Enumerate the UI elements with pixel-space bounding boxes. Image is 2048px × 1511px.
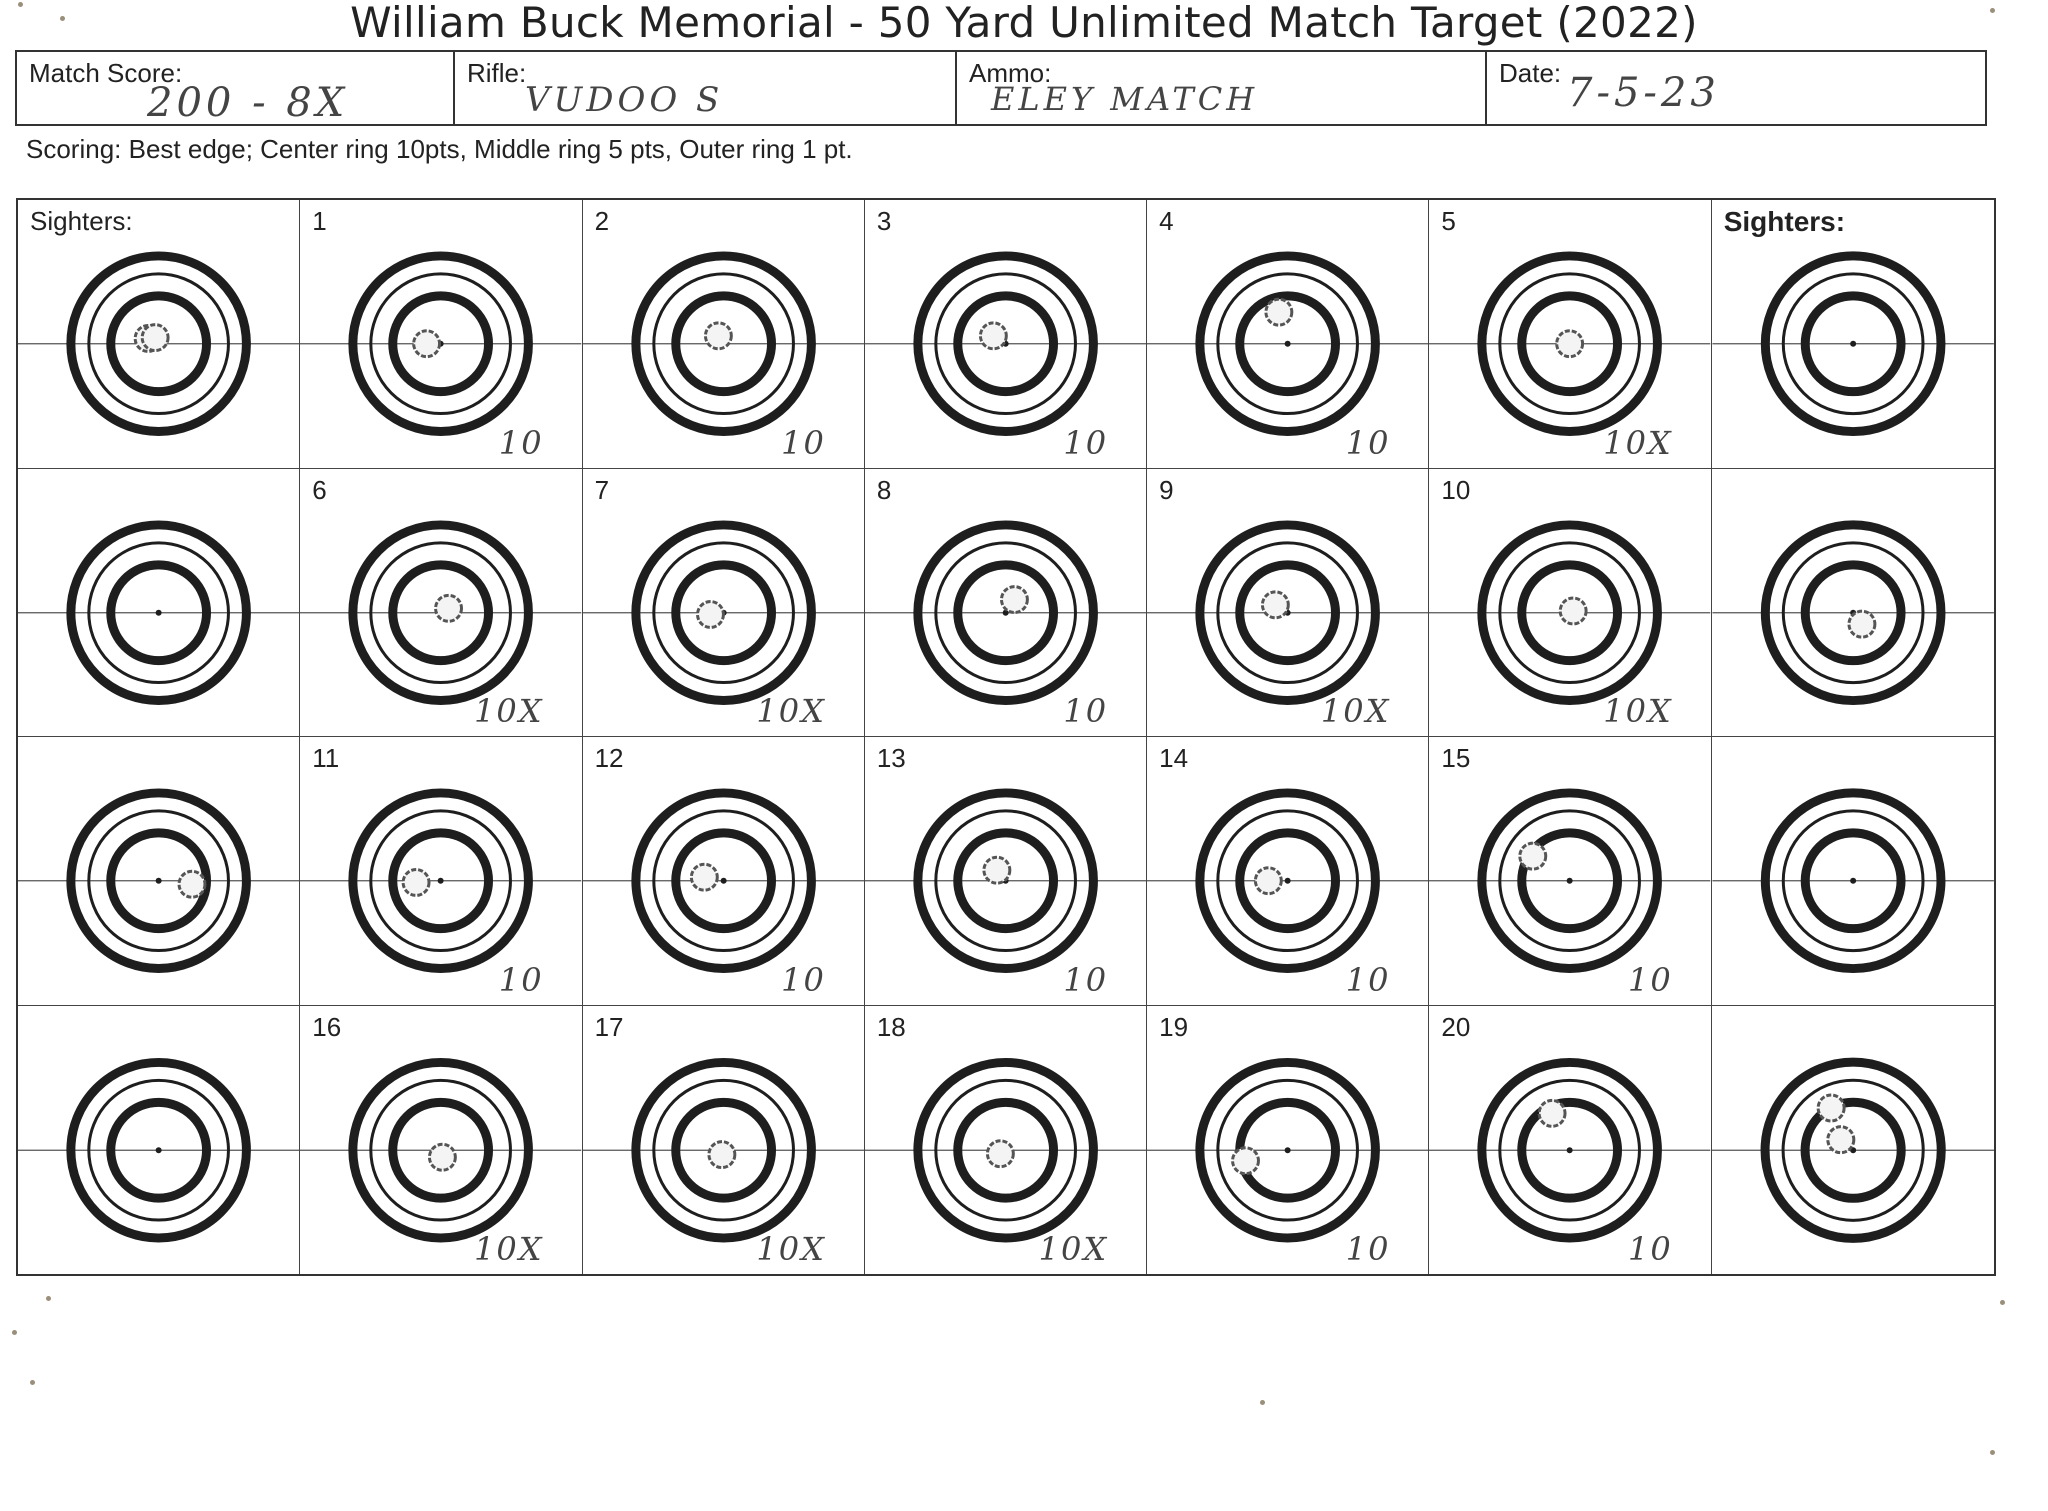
center-dot — [720, 878, 726, 884]
bullet-hole — [1818, 1094, 1844, 1120]
target-cell — [1147, 469, 1429, 738]
target-cell — [583, 200, 865, 469]
paper-speck — [30, 1380, 35, 1385]
paper-speck — [18, 2, 23, 7]
bullet-hole — [987, 1140, 1013, 1166]
bullet-hole — [980, 323, 1006, 349]
bullet-hole — [1001, 586, 1027, 612]
target-cell — [583, 1006, 865, 1275]
target-cell — [1712, 1006, 1994, 1275]
handwritten-score: 10 — [498, 423, 544, 462]
target-number: 16 — [312, 1011, 342, 1042]
center-dot — [1567, 1147, 1573, 1153]
target-cell — [1429, 737, 1711, 1006]
handwritten-score: 10 — [781, 960, 826, 999]
target-number: 17 — [594, 1011, 624, 1042]
target-cell — [1712, 737, 1994, 1006]
match-score-field[interactable] — [17, 52, 455, 124]
bullet-hole — [1233, 1147, 1259, 1173]
handwritten-score: 10X — [756, 692, 826, 730]
target-cell — [865, 737, 1147, 1006]
bullet-hole — [414, 331, 440, 357]
bullet-hole — [697, 601, 723, 627]
handwritten-score: 10X — [1603, 423, 1673, 462]
handwritten-score: 10X — [474, 692, 544, 730]
center-dot — [156, 1147, 162, 1153]
bullet-hole — [1266, 299, 1292, 325]
match-info-header — [15, 50, 1987, 126]
target-cell — [300, 200, 582, 469]
rifle-label: Rifle: — [467, 58, 527, 88]
target-number: 19 — [1159, 1011, 1189, 1042]
handwritten-score: 10 — [1063, 692, 1109, 730]
center-dot — [1285, 1147, 1291, 1153]
match-score-label: Match Score: — [29, 58, 183, 88]
handwritten-score: 10 — [1627, 960, 1673, 999]
paper-speck — [1990, 1450, 1995, 1455]
target-cell — [300, 469, 582, 738]
handwritten-score: 10X — [1603, 692, 1673, 730]
page-title: William Buck Memorial - 50 Yard Unlimited Match Target (2022) — [350, 0, 1698, 47]
target-number: 20 — [1441, 1011, 1471, 1042]
rifle-value: VUDOO S — [525, 80, 724, 120]
target-grid — [16, 198, 1996, 1276]
target-number: 6 — [312, 474, 327, 505]
target-number: 18 — [876, 1011, 906, 1042]
target-cell — [18, 200, 300, 469]
handwritten-score: 10X — [756, 1230, 826, 1268]
handwritten-score: 10 — [498, 960, 544, 999]
target-number: 11 — [312, 743, 340, 773]
target-cell — [18, 469, 300, 738]
target-number: 15 — [1441, 743, 1471, 773]
paper-speck — [46, 1296, 51, 1301]
target-number: Sighters: — [1723, 206, 1846, 237]
handwritten-score: 10 — [1063, 423, 1109, 462]
bullet-hole — [142, 325, 168, 351]
handwritten-score: 10 — [1063, 960, 1109, 999]
handwritten-score: 10 — [781, 423, 826, 462]
bullet-hole — [1561, 598, 1587, 624]
bullseye-target — [18, 1006, 299, 1275]
match-score-value: 200 - 8X — [147, 80, 349, 126]
handwritten-score: 10 — [1345, 1230, 1391, 1268]
date-label: Date: — [1499, 58, 1562, 88]
target-number: 2 — [594, 206, 610, 236]
target-number: 10 — [1441, 474, 1471, 505]
target-cell — [865, 469, 1147, 738]
bullet-hole — [705, 323, 731, 349]
target-number: 4 — [1159, 206, 1174, 236]
handwritten-score: 10X — [1038, 1230, 1109, 1268]
target-cell — [18, 1006, 300, 1275]
target-number: 13 — [876, 743, 906, 773]
target-cell — [583, 737, 865, 1006]
center-dot — [438, 878, 444, 884]
target-number: 7 — [594, 474, 610, 505]
target-number: 9 — [1159, 474, 1174, 505]
paper-speck — [60, 16, 65, 21]
bullseye-target — [1712, 469, 1994, 737]
target-number: 3 — [876, 206, 892, 236]
paper-speck — [1990, 8, 1995, 13]
center-dot — [1567, 878, 1573, 884]
center-dot — [1285, 341, 1291, 347]
bullet-hole — [403, 870, 429, 896]
bullseye-target — [18, 200, 299, 468]
center-dot — [156, 878, 162, 884]
handwritten-score: 10X — [474, 1230, 544, 1268]
bullseye-target — [18, 737, 299, 1005]
ammo-value: ELEY MATCH — [991, 80, 1259, 118]
target-cell — [18, 737, 300, 1006]
target-cell — [300, 737, 582, 1006]
target-number: 1 — [312, 206, 327, 236]
bullet-hole — [179, 871, 205, 897]
center-dot — [1850, 341, 1856, 347]
handwritten-score: 10 — [1627, 1230, 1673, 1268]
target-cell — [1147, 737, 1429, 1006]
bullet-hole — [436, 595, 462, 621]
scoring-note: Scoring: Best edge; Center ring 10pts, Middle ring 5 pts, Outer ring 1 pt. — [26, 134, 853, 164]
bullet-hole — [1827, 1126, 1853, 1152]
bullet-hole — [1557, 331, 1583, 357]
bullet-hole — [691, 864, 717, 890]
bullseye-target — [1712, 737, 1994, 1005]
bullet-hole — [708, 1141, 734, 1167]
paper-speck — [1260, 1400, 1265, 1405]
handwritten-score: 10 — [1345, 423, 1391, 462]
center-dot — [1285, 878, 1291, 884]
bullseye-target — [1712, 1006, 1994, 1275]
date-field[interactable] — [1487, 52, 1985, 124]
target-cell — [1429, 469, 1711, 738]
rifle-field[interactable] — [455, 52, 957, 124]
target-number: 12 — [594, 743, 624, 773]
bullet-hole — [1520, 843, 1546, 869]
ammo-label: Ammo: — [969, 58, 1052, 88]
bullet-hole — [1256, 868, 1282, 894]
target-number: Sighters: — [30, 206, 133, 236]
handwritten-score: 10X — [1320, 692, 1391, 730]
target-cell — [865, 200, 1147, 469]
bullseye-target — [18, 469, 299, 737]
target-cell — [865, 1006, 1147, 1275]
target-number: 5 — [1441, 206, 1456, 236]
target-cell — [300, 1006, 582, 1275]
bullet-hole — [1263, 591, 1289, 617]
target-cell — [1429, 1006, 1711, 1275]
target-cell — [1429, 200, 1711, 469]
center-dot — [156, 609, 162, 615]
handwritten-score: 10 — [1345, 960, 1391, 999]
bullet-hole — [1540, 1100, 1566, 1126]
target-cell — [1147, 1006, 1429, 1275]
target-cell — [1712, 469, 1994, 738]
bullet-hole — [430, 1144, 456, 1170]
bullet-hole — [984, 857, 1010, 883]
date-value: 7-5-23 — [1567, 70, 1720, 116]
target-cell — [1712, 200, 1994, 469]
target-cell — [1147, 200, 1429, 469]
ammo-field[interactable] — [957, 52, 1487, 124]
bullseye-target — [1712, 200, 1994, 468]
bullet-hole — [1849, 611, 1875, 637]
target-number: 8 — [876, 474, 892, 505]
paper-speck — [2000, 1300, 2005, 1305]
target-number: 14 — [1159, 743, 1189, 773]
target-cell — [583, 469, 865, 738]
paper-speck — [12, 1330, 17, 1335]
center-dot — [1850, 878, 1856, 884]
